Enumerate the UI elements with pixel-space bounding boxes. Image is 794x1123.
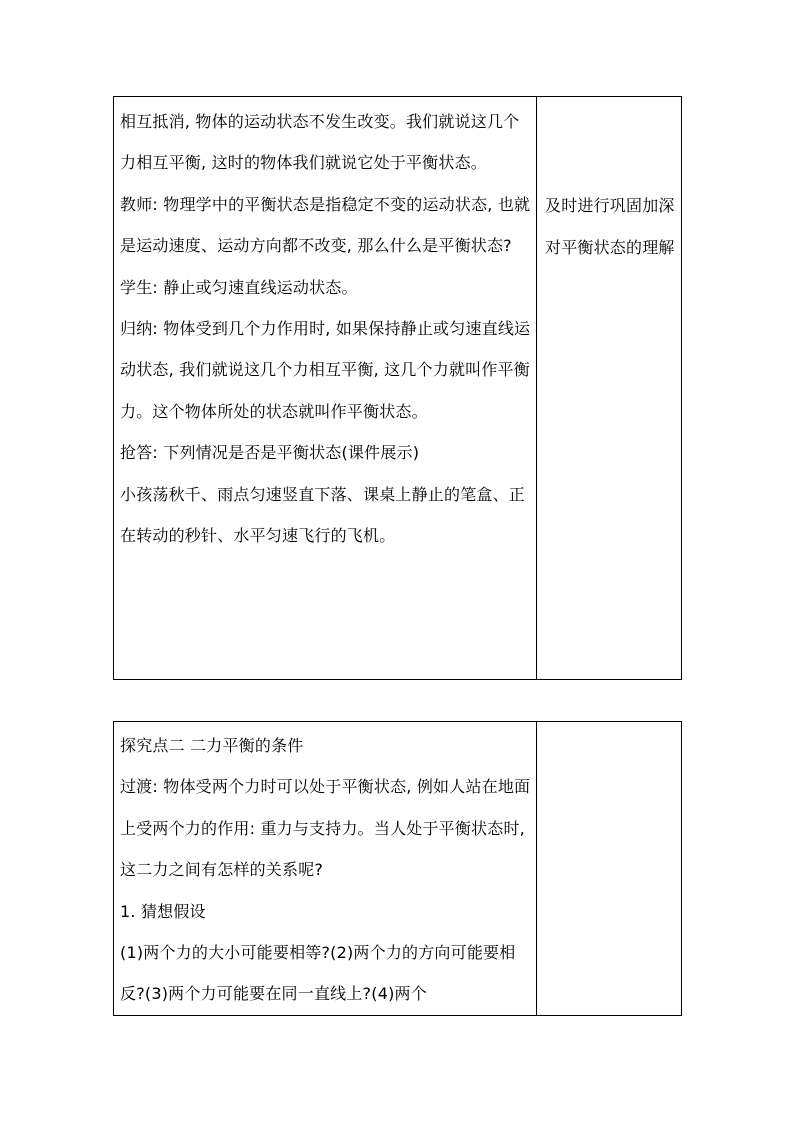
table-row: [114, 97, 682, 680]
paragraph-state-intro: 相互抵消, 物体的运动状态不发生改变。我们就说这几个力相互平衡, 这时的物体我们就说它处于平衡状态。: [120, 112, 520, 173]
section-heading: 探究点二 二力平衡的条件: [120, 736, 304, 755]
note-cell: [537, 722, 682, 1016]
paragraph-teacher: 教师: 物理学中的平衡状态是指稳定不变的运动状态, 也就是运动速度、运动方向都不改变, 那么什么是平衡状态?: [120, 194, 531, 256]
paragraph-summary: 归纳: 物体受到几个力作用时, 如果保持静止或匀速直线运动状态, 我们就说这几个力相互平衡, 这几个力就叫作平衡力。这个物体所处的状态就叫作平衡状态。: [120, 319, 531, 421]
content-text: [114, 97, 536, 556]
design-intent-note: [537, 722, 681, 810]
paragraph-student: 学生: 静止或匀速直线运动状态。: [120, 277, 358, 297]
content-cell: [114, 97, 537, 680]
paragraph-examples: 小孩荡秋千、雨点匀速竖直下落、课桌上静止的笔盒、正在转动的秒针、水平匀速飞行的飞机。: [120, 484, 526, 546]
paragraph-hypothesis-title: 1. 猜想假设: [120, 901, 206, 921]
paragraph-hypotheses: (1)两个力的大小可能要相等?(2)两个力的方向可能要相反?(3)两个力可能要在同一直线上?(4)两个: [120, 943, 516, 1004]
note-cell: [537, 97, 682, 680]
design-intent-note: 及时进行巩固加深对平衡状态的理解: [545, 196, 675, 257]
content-text: [114, 722, 536, 1015]
content-cell: [114, 722, 537, 1016]
lesson-table-2: [113, 721, 682, 1016]
table-row: [114, 722, 682, 1016]
lesson-table-1: [113, 96, 682, 680]
paragraph-quiz: 抢答: 下列情况是否是平衡状态(课件展示): [120, 443, 420, 463]
paragraph-transition: 过渡: 物体受两个力时可以处于平衡状态, 例如人站在地面上受两个力的作用: 重力与支持力。当人处于平衡状态时, 这二力之间有怎样的关系呢?: [120, 777, 531, 880]
